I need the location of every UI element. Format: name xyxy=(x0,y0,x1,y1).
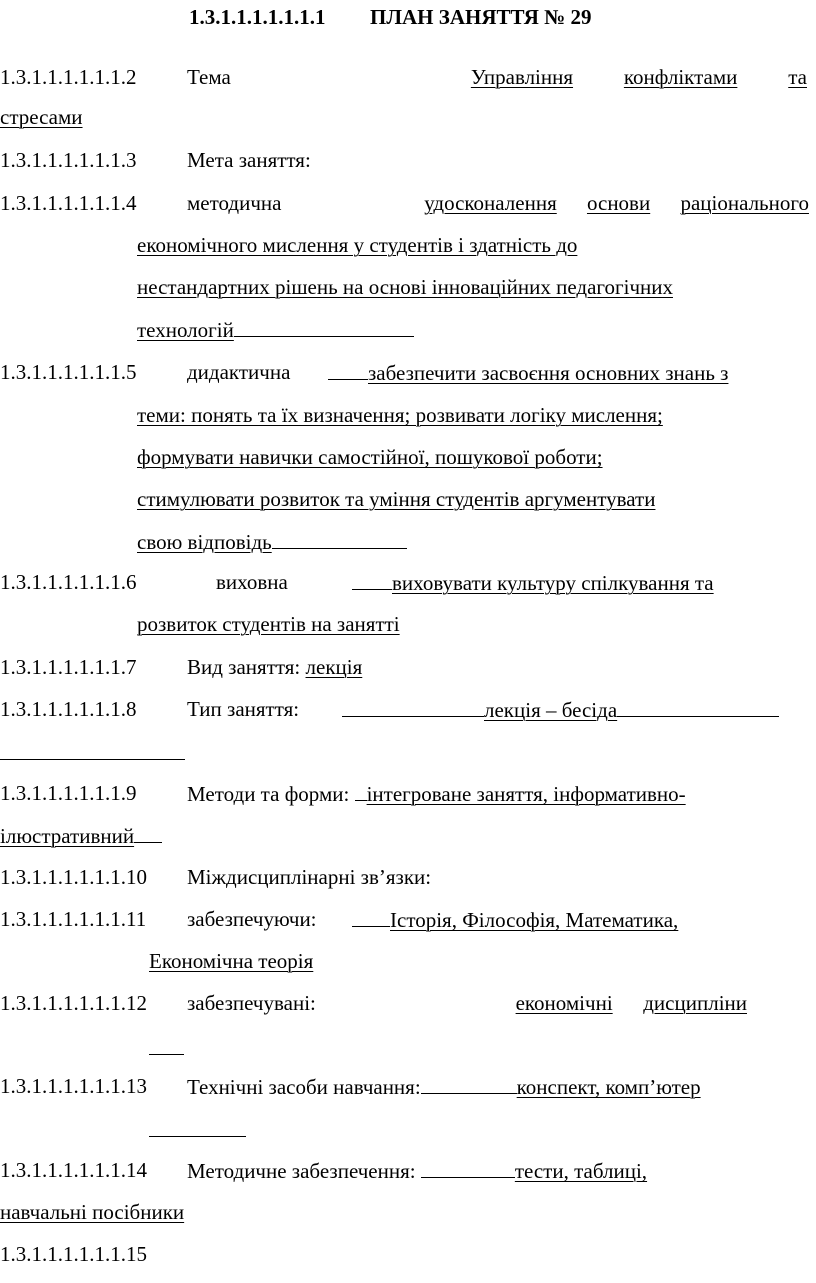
item-methodical-number: 1.3.1.1.1.1.1.1.4 xyxy=(0,191,137,215)
item-methodical-support-number: 1.3.1.1.1.1.1.1.14 xyxy=(0,1158,147,1182)
item-educational-line-1: розвиток студентів на занятті xyxy=(137,612,400,636)
item-methodical-support-continuation: навчальні посібники xyxy=(0,1200,185,1224)
item-lesson-type-number: 1.3.1.1.1.1.1.1.8 xyxy=(0,697,137,721)
item-educational-value: виховувати культуру спілкування та xyxy=(352,569,714,596)
item-didactic-number: 1.3.1.1.1.1.1.1.5 xyxy=(0,360,137,384)
methods-value: інтегроване заняття, інформативно- xyxy=(366,782,686,806)
item-didactic-line-2: формувати навички самостійної, пошукової роботи; xyxy=(137,445,603,469)
item-provided-label: забезпечувані: xyxy=(187,991,316,1015)
item-interdisciplinary-label: Міждисциплінарні зв’язки: xyxy=(187,865,432,889)
item-methodical-line-2: нестандартних рішень на основі інноваційних педагогічних xyxy=(137,275,673,299)
item-lesson-kind: Вид заняття: лекція xyxy=(187,655,363,679)
item-educational-label: виховна xyxy=(216,570,288,594)
title-text: ПЛАН ЗАНЯТТЯ № 29 xyxy=(370,5,592,29)
item-methods: Методи та форми: інтегроване заняття, інформативно- xyxy=(187,782,686,806)
item-provided-value: економічні дисципліни xyxy=(515,991,747,1015)
technical-value: конспект, комп’ютер xyxy=(516,1075,701,1099)
item-providing-label: забезпечуючи: xyxy=(187,907,317,931)
item-didactic-value: забезпечити засвоєння основних знань з xyxy=(328,359,728,386)
item-providing-continuation: Економічна теорія xyxy=(149,949,314,973)
item-goal-number: 1.3.1.1.1.1.1.1.3 xyxy=(0,148,137,172)
item-methodical-label: методична xyxy=(187,191,282,215)
item-topic-label: Тема xyxy=(187,65,231,89)
provided-blank-line xyxy=(149,1034,184,1061)
plan-title xyxy=(189,4,591,30)
item-goal-label: Мета заняття: xyxy=(187,148,311,172)
item-methods-continuation: ілюстративний xyxy=(0,822,162,849)
lesson-type-blank-line xyxy=(0,739,185,766)
item-lesson-kind-number: 1.3.1.1.1.1.1.1.7 xyxy=(0,655,137,679)
item-provided-number: 1.3.1.1.1.1.1.1.12 xyxy=(0,991,147,1015)
item-topic-value: Управління конфліктами та xyxy=(470,65,807,89)
item-technical: Технічні засоби навчання: конспект, комп’ютер xyxy=(187,1075,701,1099)
item-providing-value: Історія, Філософія, Математика, xyxy=(352,906,678,933)
item-methods-number: 1.3.1.1.1.1.1.1.9 xyxy=(0,781,137,805)
item-interdisciplinary-number: 1.3.1.1.1.1.1.1.10 xyxy=(0,865,147,889)
item-topic-number: 1.3.1.1.1.1.1.1.2 xyxy=(0,65,137,89)
item-topic-continuation: стресами xyxy=(0,105,83,129)
item-educational-number: 1.3.1.1.1.1.1.1.6 xyxy=(0,570,137,594)
item-methodical-support: Методичне забезпечення: тести, таблиці, xyxy=(187,1159,648,1183)
lesson-kind-value: лекція xyxy=(305,655,363,679)
item-didactic-line-1: теми: понять та їх визначення; розвивати логіку мислення; xyxy=(137,403,663,427)
item-lesson-type-value: лекція – бесіда xyxy=(342,696,779,723)
item-lesson-type-label: Тип заняття: xyxy=(187,697,300,721)
item-didactic-line-4: свою відповідь xyxy=(137,528,407,555)
title-number: 1.3.1.1.1.1.1.1.1 xyxy=(189,5,326,29)
item-methodical-line-3: технологій xyxy=(137,316,414,343)
item-15-number: 1.3.1.1.1.1.1.1.15 xyxy=(0,1242,147,1266)
item-didactic-line-3: стимулювати розвиток та уміння студентів аргументувати xyxy=(137,487,656,511)
item-technical-number: 1.3.1.1.1.1.1.1.13 xyxy=(0,1074,147,1098)
methodical-support-value: тести, таблиці, xyxy=(514,1159,648,1183)
item-providing-number: 1.3.1.1.1.1.1.1.11 xyxy=(0,907,147,931)
item-didactic-label: дидактична xyxy=(187,360,291,384)
item-methodical-value: удосконалення основи раціонального xyxy=(424,191,809,215)
technical-blank-line xyxy=(149,1116,246,1143)
item-methodical-line-1: економічного мислення у студентів і здатність до xyxy=(137,233,578,257)
